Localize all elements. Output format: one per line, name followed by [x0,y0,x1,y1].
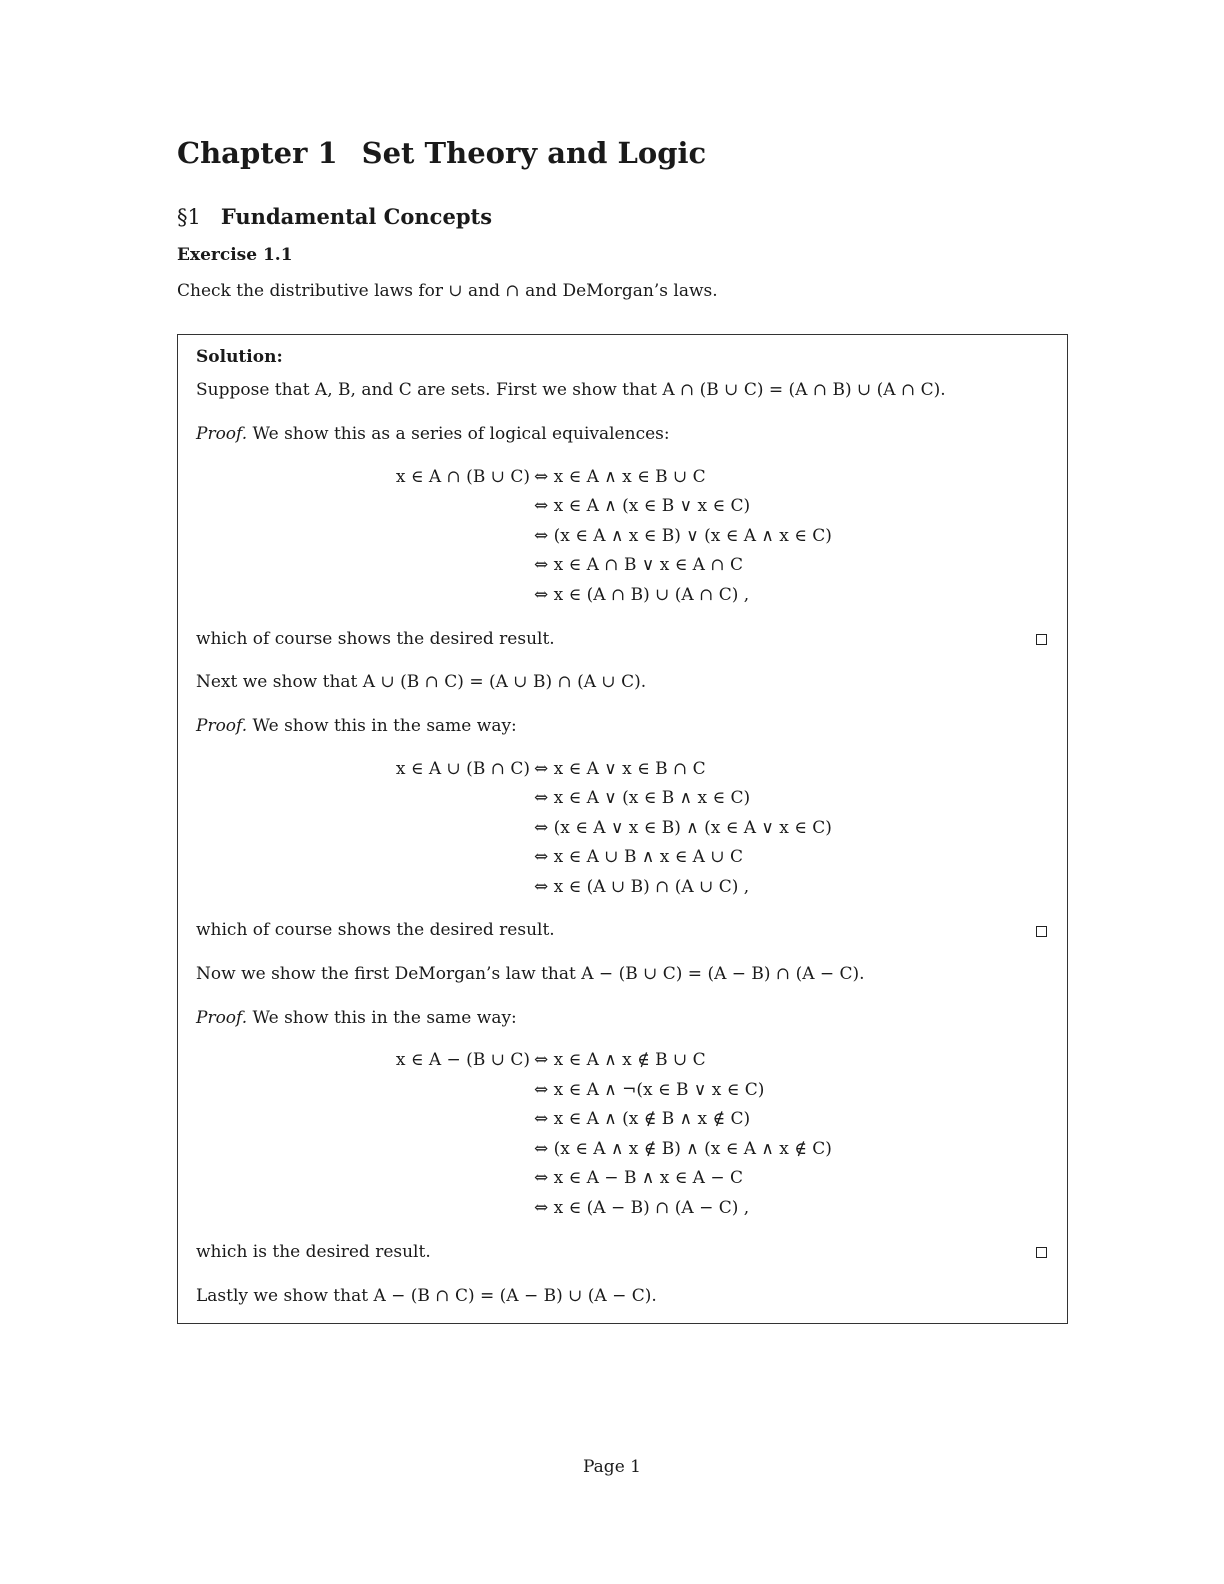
chapter-number: Chapter 1 [177,136,338,170]
equation-step: ⇔ x ∈ A − B ∧ x ∈ A − C [534,1168,744,1188]
qed-box-icon [1036,634,1047,645]
equation-lhs: x ∈ A − (B ∪ C) [395,1050,530,1070]
equation-step: ⇔ x ∈ (A ∪ B) ∩ (A ∪ C) , [534,877,750,897]
equation-step: ⇔ x ∈ A ∧ ¬(x ∈ B ∨ x ∈ C) [534,1080,765,1100]
solution-intro: Suppose that A, B, and C are sets. First we show that A ∩ (B ∪ C) = (A ∩ B) ∪ (A ∩ C). [196,380,946,400]
equation-step: ⇔ (x ∈ A ∧ x ∈ B) ∨ (x ∈ A ∧ x ∈ C) [534,526,832,546]
proof-text: We show this in the same way: [252,1008,517,1028]
proof-conclusion: which of course shows the desired result. [196,920,555,940]
equation-step: ⇔ x ∈ A ∧ x ∈ B ∪ C [534,467,706,487]
equation-step: ⇔ x ∈ A ∨ x ∈ B ∩ C [534,759,706,779]
proof-label: Proof. [196,716,248,736]
proof-2-intro [196,716,517,736]
qed-box-icon [1036,926,1047,937]
statement-3: Now we show the first DeMorgan’s law that A − (B ∪ C) = (A − B) ∩ (A − C). [196,964,865,984]
section-symbol: §1 [177,205,201,229]
equation-step: ⇔ x ∈ A ∧ (x ∈ B ∨ x ∈ C) [534,496,751,516]
equation-step: ⇔ x ∈ A ∧ (x ∉ B ∧ x ∉ C) [534,1109,751,1129]
proof-conclusion: which of course shows the desired result. [196,629,555,649]
equation-step: ⇔ x ∈ A ∩ B ∨ x ∈ A ∩ C [534,555,744,575]
proof-text: We show this in the same way: [252,716,517,736]
chapter-title [177,136,706,170]
proof-label: Proof. [196,424,248,444]
section-name: Fundamental Concepts [220,204,493,229]
proof-text: We show this as a series of logical equivalences: [252,424,670,444]
exercise-heading: Exercise 1.1 [177,245,293,265]
equation-step: ⇔ x ∈ (A ∩ B) ∪ (A ∩ C) , [534,585,750,605]
chapter-name: Set Theory and Logic [361,136,707,170]
equation-step: ⇔ (x ∈ A ∧ x ∉ B) ∧ (x ∈ A ∧ x ∉ C) [534,1139,832,1159]
statement-4: Lastly we show that A − (B ∩ C) = (A − B) ∪ (A − C). [196,1286,657,1306]
statement-2: Next we show that A ∪ (B ∩ C) = (A ∪ B) ∩ (A ∪ C). [196,672,647,692]
proof-label: Proof. [196,1008,248,1028]
solution-label: Solution: [196,347,283,367]
equation-lhs: x ∈ A ∩ (B ∪ C) [395,467,530,487]
equation-step: ⇔ x ∈ A ∨ (x ∈ B ∧ x ∈ C) [534,788,751,808]
proof-conclusion: which is the desired result. [196,1242,431,1262]
equation-step: ⇔ x ∈ A ∪ B ∧ x ∈ A ∪ C [534,847,744,867]
qed-box-icon [1036,1247,1047,1258]
equation-step: ⇔ (x ∈ A ∨ x ∈ B) ∧ (x ∈ A ∨ x ∈ C) [534,818,832,838]
equation-lhs: x ∈ A ∪ (B ∩ C) [395,759,530,779]
page-number: Page 1 [583,1457,641,1477]
proof-3-intro [196,1008,517,1028]
equation-step: ⇔ x ∈ A ∧ x ∉ B ∪ C [534,1050,706,1070]
proof-1-intro [196,424,670,444]
section-title [177,204,492,229]
exercise-prompt: Check the distributive laws for ∪ and ∩ and DeMorgan’s laws. [177,281,718,301]
equation-step: ⇔ x ∈ (A − B) ∩ (A − C) , [534,1198,750,1218]
